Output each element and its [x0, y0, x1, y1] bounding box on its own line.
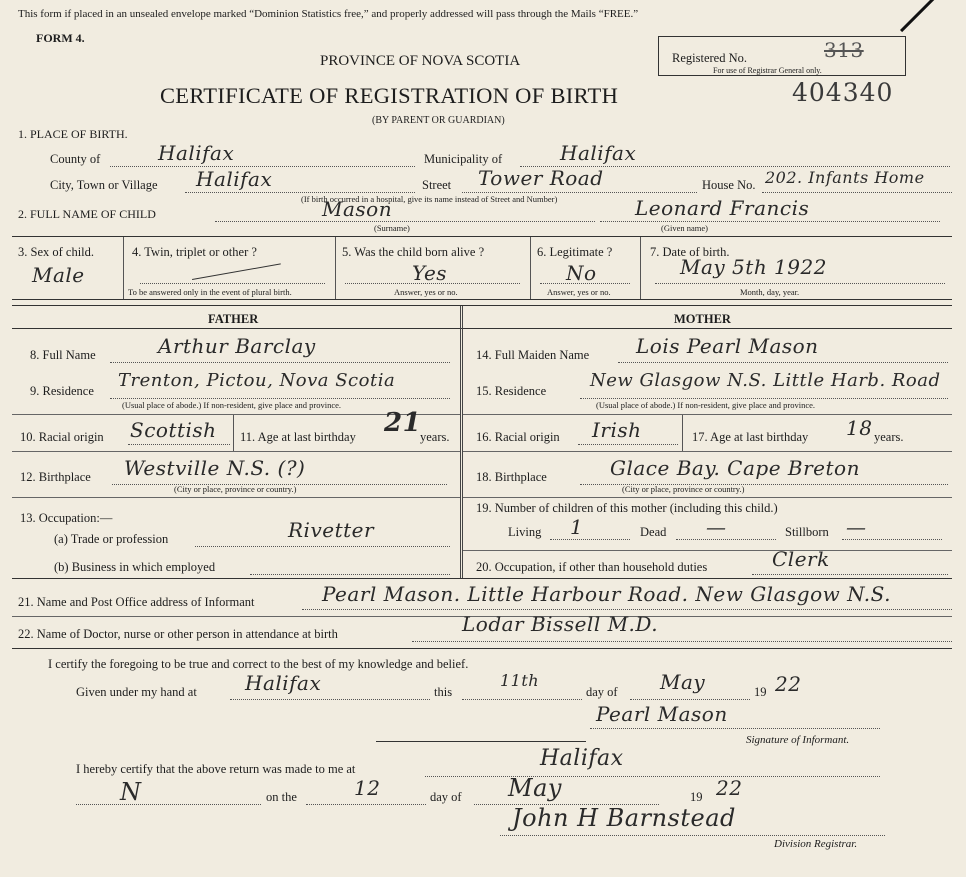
mother-occupation-label: 20. Occupation, if other than household duties	[476, 560, 708, 574]
father-age-label: 11. Age at last birthday	[240, 430, 356, 444]
mother-racial-label: 16. Racial origin	[476, 430, 560, 444]
mother-age-unit: years.	[874, 430, 904, 444]
informant-value: Pearl Mason. Little Harbour Road. New Glasgow N.S.	[322, 582, 892, 606]
legitimate-label: 6. Legitimate ?	[537, 245, 613, 259]
child-given-value: Leonard Francis	[635, 196, 810, 220]
living-value: 1	[570, 515, 584, 539]
dead-value: —	[706, 515, 727, 539]
registrar-on-label: on the	[266, 790, 297, 804]
county-label: County of	[50, 152, 101, 166]
given-month-value: May	[660, 670, 706, 694]
father-birthplace-value: Westville N.S. (?)	[124, 456, 306, 480]
registrar-statement: I hereby certify that the above return was made to me at	[76, 762, 356, 776]
certificate-subtitle: (BY PARENT OR GUARDIAN)	[372, 115, 505, 126]
sex-value: Male	[32, 263, 85, 287]
father-birthplace-note: (City or place, province or country.)	[174, 484, 297, 494]
municipality-value: Halifax	[560, 141, 637, 165]
registrar-day-value: 12	[354, 776, 381, 800]
father-trade-value: Rivetter	[288, 518, 375, 542]
given-under-label: Given under my hand at	[76, 685, 197, 699]
given-place-value: Halifax	[245, 671, 322, 695]
father-name-label: 8. Full Name	[30, 348, 96, 362]
ink-stroke-mark	[900, 0, 945, 32]
mother-name-label: 14. Full Maiden Name	[476, 348, 590, 362]
registrar-day-of-label: day of	[430, 790, 462, 804]
mother-age-label: 17. Age at last birthday	[692, 430, 809, 444]
legitimate-value: No	[566, 261, 597, 285]
street-value: Tower Road	[478, 166, 604, 190]
mother-birthplace-note: (City or place, province or country.)	[622, 484, 745, 494]
children-count-label: 19. Number of children of this mother (including this child.)	[476, 501, 778, 515]
mother-racial-value: Irish	[592, 418, 642, 442]
dead-label: Dead	[640, 525, 667, 539]
mother-occupation-value: Clerk	[772, 547, 830, 571]
alive-note: Answer, yes or no.	[394, 287, 458, 297]
county-value: Halifax	[158, 141, 235, 165]
father-heading: FATHER	[208, 312, 259, 326]
father-age-value: 21	[384, 408, 422, 438]
postal-notice: This form if placed in an unsealed envelope marked “Dominion Statistics free,” and properly addressed will pass through the Mails “FREE.”	[18, 8, 639, 20]
child-surname-value: Mason	[322, 197, 393, 221]
city-label: City, Town or Village	[50, 178, 158, 192]
doctor-label: 22. Name of Doctor, nurse or other person in attendance at birth	[18, 627, 338, 641]
form-number: FORM 4.	[36, 31, 85, 45]
dob-note: Month, day, year.	[740, 287, 800, 297]
father-residence-value: Trenton, Pictou, Nova Scotia	[118, 370, 396, 391]
mother-name-value: Lois Pearl Mason	[636, 334, 819, 358]
house-value: 202. Infants Home	[765, 168, 925, 187]
province-heading: PROVINCE OF NOVA SCOTIA	[320, 53, 521, 69]
street-note: (If birth occurred in a hospital, give its name instead of Street and Number)	[301, 194, 558, 204]
alive-value: Yes	[412, 261, 448, 285]
given-day-of-label: day of	[586, 685, 618, 699]
alive-label: 5. Was the child born alive ?	[342, 245, 485, 259]
twin-dash-mark	[192, 263, 281, 280]
father-birthplace-label: 12. Birthplace	[20, 470, 91, 484]
twin-label: 4. Twin, triplet or other ?	[132, 245, 257, 259]
registrar-year-value: 22	[716, 776, 743, 800]
municipality-label: Municipality of	[424, 152, 503, 166]
stillborn-value: —	[846, 515, 867, 539]
sex-label: 3. Sex of child.	[18, 245, 95, 259]
mother-residence-label: 15. Residence	[476, 384, 547, 398]
registered-no-value: 313	[824, 38, 864, 62]
registrar-year-prefix: 19	[690, 790, 703, 804]
mother-heading: MOTHER	[674, 312, 731, 326]
father-business-label: (b) Business in which employed	[54, 560, 216, 574]
father-name-value: Arthur Barclay	[158, 334, 316, 358]
dob-label: 7. Date of birth.	[650, 245, 730, 259]
child-name-label: 2. FULL NAME OF CHILD	[18, 207, 156, 221]
father-racial-value: Scottish	[130, 418, 217, 442]
city-value: Halifax	[196, 167, 273, 191]
place-of-birth-heading: 1. PLACE OF BIRTH.	[18, 127, 128, 141]
informant-signature: Pearl Mason	[596, 702, 728, 726]
mother-residence-value: New Glasgow N.S. Little Harb. Road	[590, 370, 941, 391]
father-age-unit: years.	[420, 430, 450, 444]
registered-no-box	[658, 36, 906, 76]
certification-statement: I certify the foregoing to be true and correct to the best of my knowledge and belief.	[48, 657, 469, 671]
mother-residence-note: (Usual place of abode.) If non-resident, give place and province.	[596, 400, 816, 410]
mother-birthplace-value: Glace Bay. Cape Breton	[610, 456, 860, 480]
mother-birthplace-label: 18. Birthplace	[476, 470, 547, 484]
house-label: House No.	[702, 178, 756, 192]
registered-no-label: Registered No.	[672, 51, 747, 65]
given-note: (Given name)	[661, 223, 708, 233]
registered-no-note: For use of Registrar General only.	[713, 66, 822, 75]
registrar-place-value: Halifax	[540, 746, 624, 771]
informant-label: 21. Name and Post Office address of Informant	[18, 595, 255, 609]
street-label: Street	[422, 178, 452, 192]
given-day-value: 11th	[500, 671, 540, 690]
father-residence-note: (Usual place of abode.) If non-resident, give place and province.	[122, 400, 342, 410]
twin-note: To be answered only in the event of plural birth.	[128, 287, 292, 297]
legitimate-note: Answer, yes or no.	[547, 287, 611, 297]
father-occupation-label: 13. Occupation:—	[20, 511, 113, 525]
registrar-signature-label: Division Registrar.	[774, 838, 858, 850]
given-year-value: 22	[775, 672, 802, 696]
father-racial-label: 10. Racial origin	[20, 430, 104, 444]
registrar-month-value: May	[508, 774, 562, 802]
stillborn-label: Stillborn	[785, 525, 829, 539]
father-residence-label: 9. Residence	[30, 384, 94, 398]
dob-value: May 5th 1922	[680, 255, 827, 279]
certificate-title: CERTIFICATE OF REGISTRATION OF BIRTH	[160, 83, 619, 108]
registrar-signature: John H Barnstead	[512, 804, 736, 832]
father-trade-label: (a) Trade or profession	[54, 532, 169, 546]
this-label: this	[434, 685, 453, 699]
mother-age-value: 18	[846, 416, 873, 440]
registrar-ref-value: N	[120, 778, 142, 806]
surname-note: (Surname)	[374, 223, 410, 233]
living-label: Living	[508, 525, 542, 539]
given-year-prefix: 19	[754, 685, 767, 699]
doctor-value: Lodar Bissell M.D.	[462, 612, 659, 636]
informant-signature-label: Signature of Informant.	[746, 734, 850, 746]
stamped-number: 404340	[792, 78, 894, 107]
